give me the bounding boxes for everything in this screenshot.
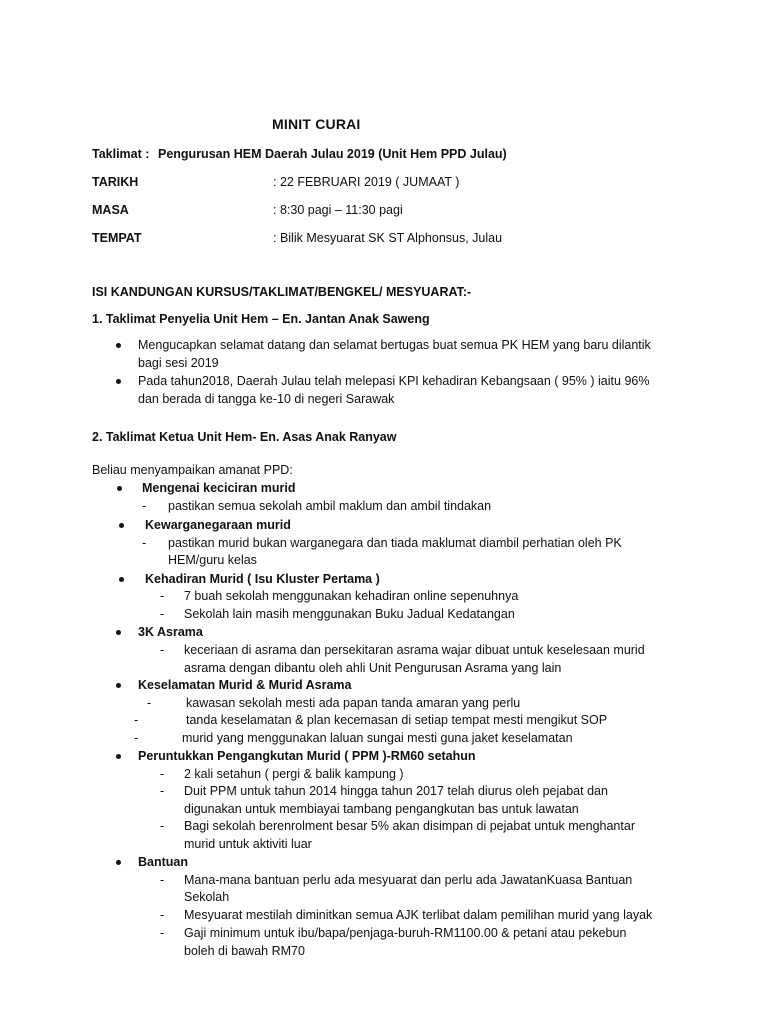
g6-heading: Peruntukkan Pengangkutan Murid ( PPM )-RM60 setahun: [138, 749, 476, 763]
masa-value: : 8:30 pagi – 11:30 pagi: [273, 203, 403, 217]
g6-item2-line2: digunakan untuk membiayai tambang pengangkutan bas untuk lawatan: [184, 802, 579, 816]
tempat-label: TEMPAT: [92, 231, 142, 245]
bullet-icon: [117, 486, 122, 491]
dash-marker: -: [142, 499, 147, 513]
g2-item1-line2: HEM/guru kelas: [168, 553, 257, 567]
masa-label: MASA: [92, 203, 129, 217]
section1-heading: 1. Taklimat Penyelia Unit Hem – En. Jantan Anak Saweng: [92, 312, 430, 326]
bullet-icon: [116, 683, 121, 688]
bullet-icon: [119, 577, 124, 582]
dash-marker: -: [160, 908, 165, 922]
document-title: MINIT CURAI: [272, 116, 361, 132]
tempat-value: : Bilik Mesyuarat SK ST Alphonsus, Julau: [273, 231, 503, 245]
dash-marker: -: [160, 589, 165, 603]
g4-item1-line1: keceriaan di asrama dan persekitaran asrama wajar dibuat untuk keselesaan murid: [184, 643, 645, 657]
g2-heading: Kewarganegaraan murid: [145, 518, 291, 532]
g5-heading: Keselamatan Murid & Murid Asrama: [138, 678, 352, 692]
dash-marker: -: [160, 767, 165, 781]
taklimat-label: Taklimat :: [92, 147, 150, 161]
dash-marker: -: [160, 819, 165, 833]
bullet-icon: [116, 860, 121, 865]
g7-item3-line1: Gaji minimum untuk ibu/bapa/penjaga-buruh-RM1100.00 & petani atau pekebun: [184, 926, 627, 940]
g7-item2: Mesyuarat mestilah diminitkan semua AJK terlibat dalam pemilihan murid yang layak: [184, 908, 653, 922]
g3-heading: Kehadiran Murid ( Isu Kluster Pertama ): [145, 572, 380, 586]
bullet-icon: [116, 379, 121, 384]
g7-item1-line1: Mana-mana bantuan perlu ada mesyuarat dan perlu ada JawatanKuasa Bantuan: [184, 873, 633, 887]
g4-heading: 3K Asrama: [138, 625, 203, 639]
dash-marker: -: [160, 784, 165, 798]
taklimat-text: Pengurusan HEM Daerah Julau 2019 (Unit Hem PPD Julau): [158, 147, 507, 161]
g7-heading: Bantuan: [138, 855, 188, 869]
g2-item1-line1: pastikan murid bukan warganegara dan tiada maklumat diambil perhatian oleh PK: [168, 536, 622, 550]
g6-item2-line1: Duit PPM untuk tahun 2014 hingga tahun 2017 telah diurus oleh pejabat dan: [184, 784, 608, 798]
g6-item1: 2 kali setahun ( pergi & balik kampung ): [184, 767, 404, 781]
dash-marker: -: [160, 873, 165, 887]
bullet-icon: [119, 523, 124, 528]
g7-item3-line2: boleh di bawah RM70: [184, 944, 305, 958]
g5-item1: kawasan sekolah mesti ada papan tanda amaran yang perlu: [186, 696, 521, 710]
g5-item3: murid yang menggunakan laluan sungai mesti guna jaket keselamatan: [182, 731, 573, 745]
dash-marker: -: [147, 696, 152, 710]
g7-item1-line2: Sekolah: [184, 890, 230, 904]
g4-item1-line2: asrama dengan dibantu oleh ahli Unit Pengurusan Asrama yang lain: [184, 661, 562, 675]
bullet-icon: [116, 754, 121, 759]
g6-item3-line1: Bagi sekolah berenrolment besar 5% akan disimpan di pejabat untuk menghantar: [184, 819, 635, 833]
bullet-icon: [116, 343, 121, 348]
g1-item1: pastikan semua sekolah ambil maklum dan ambil tindakan: [168, 499, 492, 513]
dash-marker: -: [134, 731, 139, 745]
section1-bullet1-line2: bagi sesi 2019: [138, 356, 219, 370]
g3-item2: Sekolah lain masih menggunakan Buku Jadual Kedatangan: [184, 607, 515, 621]
g3-item1: 7 buah sekolah menggunakan kehadiran online sepenuhnya: [184, 589, 519, 603]
g1-heading: Mengenai keciciran murid: [142, 481, 296, 495]
g5-item2: tanda keselamatan & plan kecemasan di setiap tempat mesti mengikut SOP: [186, 713, 608, 727]
section1-bullet1-line1: Mengucapkan selamat datang dan selamat bertugas buat semua PK HEM yang baru dilantik: [138, 338, 651, 352]
section1-bullet2-line2: dan berada di tangga ke-10 di negeri Sarawak: [138, 392, 395, 406]
section1-bullet2-line1: Pada tahun2018, Daerah Julau telah melepasi KPI kehadiran Kebangsaan ( 95% ) iaitu 96%: [138, 374, 650, 388]
tarikh-label: TARIKH: [92, 175, 139, 189]
g6-item3-line2: murid untuk aktiviti luar: [184, 837, 312, 851]
section2-heading: 2. Taklimat Ketua Unit Hem- En. Asas Anak Ranyaw: [92, 430, 397, 444]
dash-marker: -: [142, 536, 147, 550]
dash-marker: -: [160, 607, 165, 621]
isi-kandungan-heading: ISI KANDUNGAN KURSUS/TAKLIMAT/BENGKEL/ MESYUARAT:-: [92, 285, 472, 299]
dash-marker: -: [160, 643, 165, 657]
bullet-icon: [116, 630, 121, 635]
dash-marker: -: [134, 713, 139, 727]
section2-intro: Beliau menyampaikan amanat PPD:: [92, 463, 293, 477]
dash-marker: -: [160, 926, 165, 940]
tarikh-value: : 22 FEBRUARI 2019 ( JUMAAT ): [273, 175, 460, 189]
